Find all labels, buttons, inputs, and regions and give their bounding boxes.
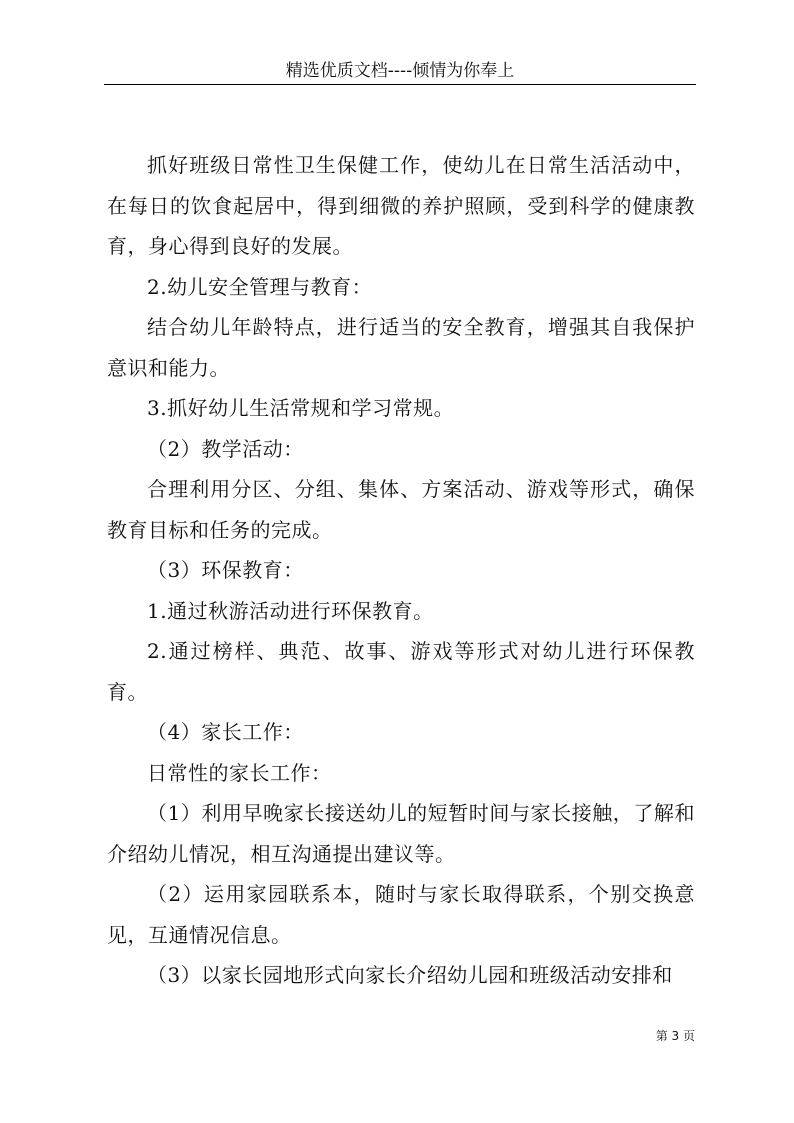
- paragraph: 合理利用分区、分组、集体、方案活动、游戏等形式，确保教育目标和任务的完成。: [107, 477, 695, 542]
- paragraph: （2）运用家园联系本，随时与家长取得联系，个别交换意见，互通情况信息。: [107, 882, 695, 947]
- paragraph: （2）教学活动：: [147, 436, 304, 461]
- document-body: [107, 145, 695, 996]
- paragraph: （3）以家长园地形式向家长介绍幼儿园和班级活动安排和: [147, 963, 673, 987]
- paragraph: （3）环保教育：: [147, 558, 304, 582]
- paragraph: 结合幼儿年龄特点，进行适当的安全教育，增强其自我保护意识和能力。: [107, 315, 695, 380]
- paragraph: 1.通过秋游活动进行环保教育。: [147, 598, 434, 623]
- paragraph: 3.抓好幼儿生活常规和学习常规。: [147, 396, 455, 420]
- paragraph: 2.幼儿安全管理与教育：: [147, 274, 373, 299]
- paragraph: 日常性的家长工作：: [147, 760, 332, 785]
- paragraph: 抓好班级日常性卫生保健工作，使幼儿在日常生活活动中，在每日的饮食起居中，得到细微的养护照顾，受到科学的健康教育，身心得到良好的发展。: [107, 153, 695, 258]
- page-number: 第 3 页: [655, 1029, 695, 1043]
- header-divider: [104, 84, 696, 85]
- paragraph: （1）利用早晚家长接送幼儿的短暂时间与家长接触，了解和介绍幼儿情况，相互沟通提出建议等。: [107, 801, 695, 866]
- paragraph: （4）家长工作：: [147, 720, 304, 744]
- page-header-title: 精选优质文档----倾情为你奉上: [285, 61, 515, 81]
- paragraph: 2.通过榜样、典范、故事、游戏等形式对幼儿进行环保教育。: [107, 639, 695, 704]
